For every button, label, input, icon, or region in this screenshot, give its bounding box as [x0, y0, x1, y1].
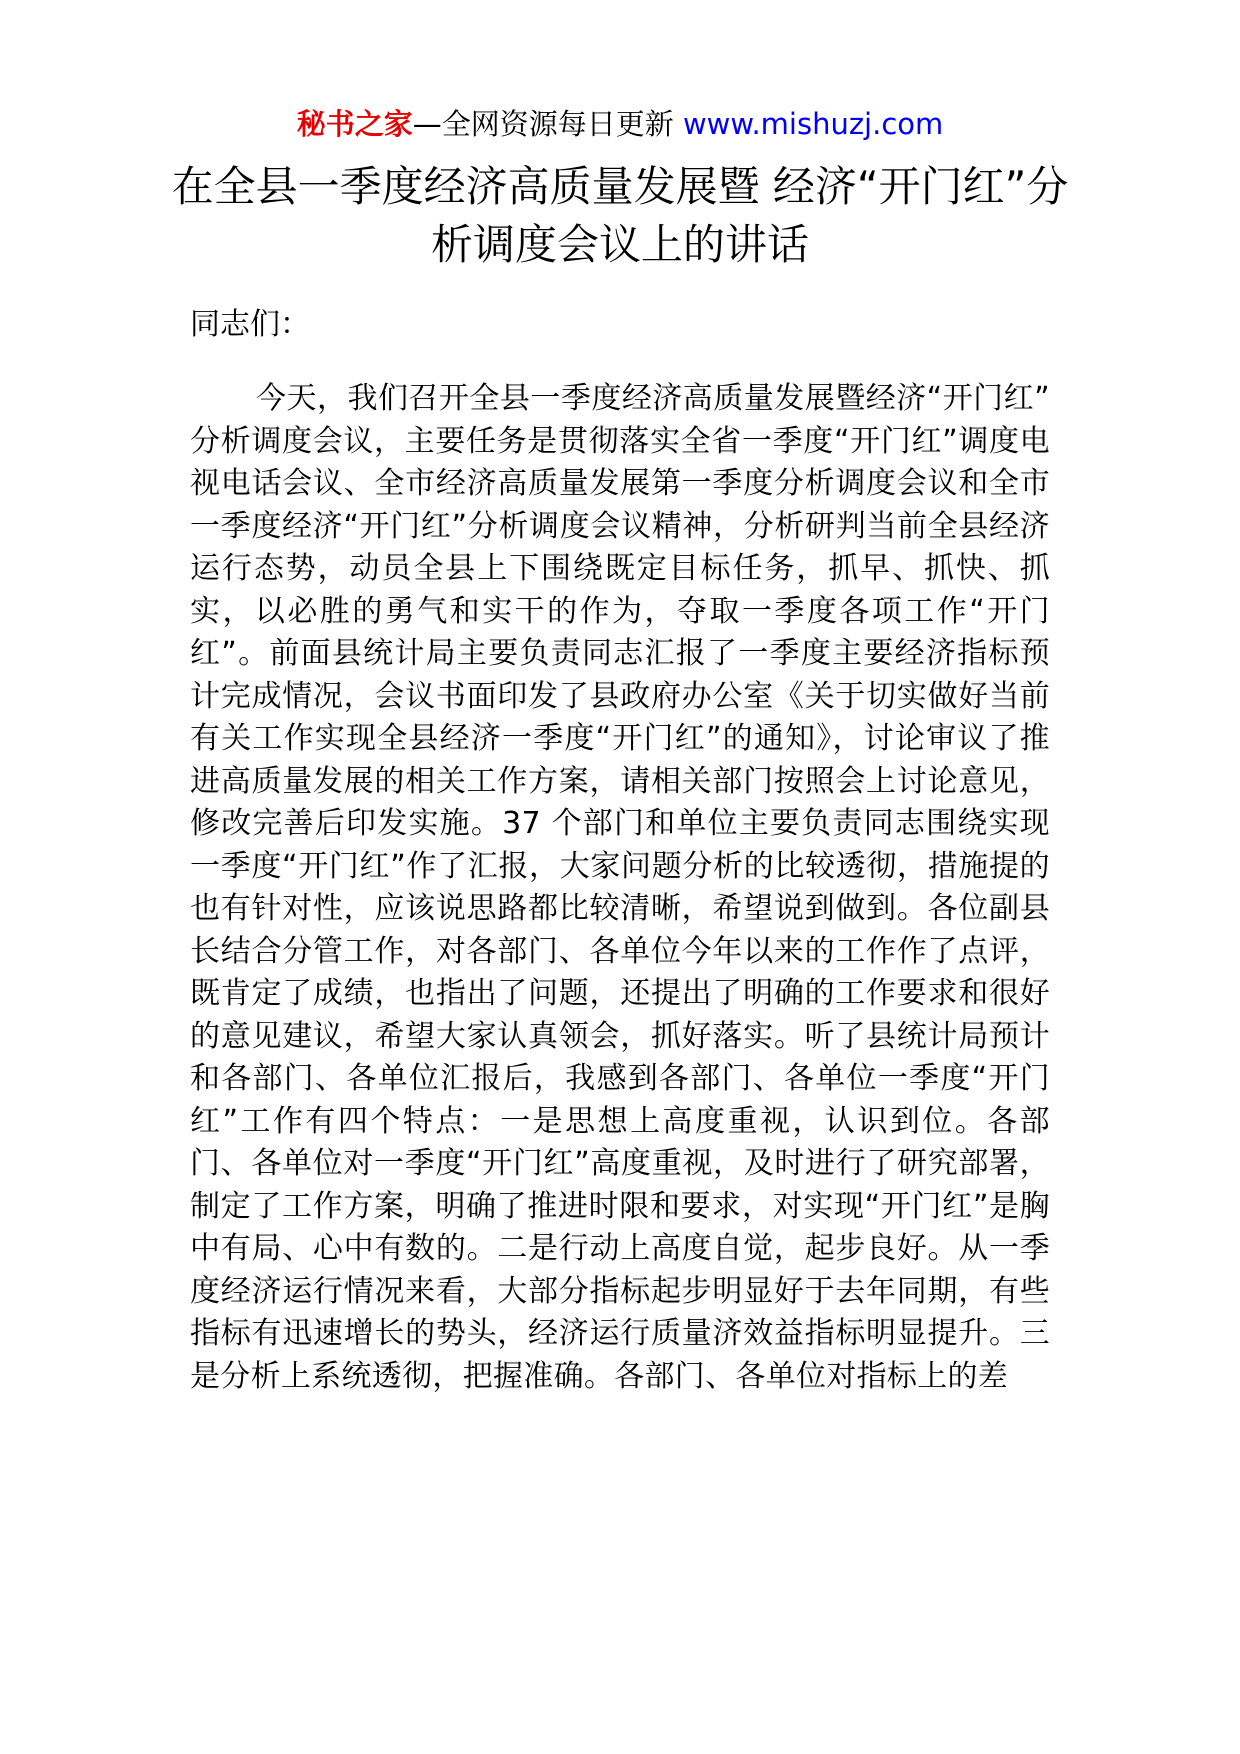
greeting: 同志们： [190, 307, 310, 342]
brand-name: 秘书之家 [296, 107, 413, 141]
header-slogan: —全网资源每日更新 [412, 107, 683, 141]
body-paragraph: 今天，我们召开全县一季度经济高质量发展暨经济“开门红” 分析调度会议，主要任务是贯彻落实全省一季度“开门红”调度电视电话会议、全市经济高质量发展第一季度分析调度会议和全市一季度经济“开门红”分析调度会议精神，分析研判当前全县经济运行态势，动员全县上下围绕既定目标任务，抓早、抓快、抓实，以必胜的勇气和实干的作为，夺取一季度各项工作“开门红”。前面县统计局主要负责同志汇报了一季度主要经济指标预计完成情况，会议书面印发了县政府办公室《关于切实做好当前有关工作实现全县经济一季度“开门红”的通知》，讨论审议了推进高质量发展的相关工作方案，请相关部门按照会上讨论意见，修改完善后印发实施。37 个部门和单位主要负责同志围绕实现一季度“开门红”作了汇报，大家问题分析的比较透彻，措施提的也有针对性，应该说思路都比较清晰，希望说到做到。各位副县长结合分管工作，对各部门、各单位今年以来的工作作了点评，既肯定了成绩，也指出了问题，还提出了明确的工作要求和很好的意见建议，希望大家认真领会，抓好落实。听了县统计局预计和各部门、各单位汇报后，我感到各部门、各单位一季度“开门红”工作有四个特点：一是思想上高度重视，认识到位。各部门、各单位对一季度“开门红”高度重视，及时进行了研究部署，制定了工作方案，明确了推进时限和要求，对实现“开门红”是胸中有局、心中有数的。二是行动上高度自觉，起步良好。从一季度经济运行情况来看，大部分指标起步明显好于去年同期，有些指标有迅速增长的势头，经济运行质量济效益指标明显提升。三是分析上系统透彻，把握准确。各部门、各单位对指标上的差 [190, 381, 1050, 1394]
site-header [0, 104, 1240, 144]
site-url-link[interactable]: www.mishuzj.com [682, 107, 944, 141]
document-title: 在全县一季度经济高质量发展暨 经济“开门红”分析调度会议上的讲话 [171, 162, 1069, 269]
